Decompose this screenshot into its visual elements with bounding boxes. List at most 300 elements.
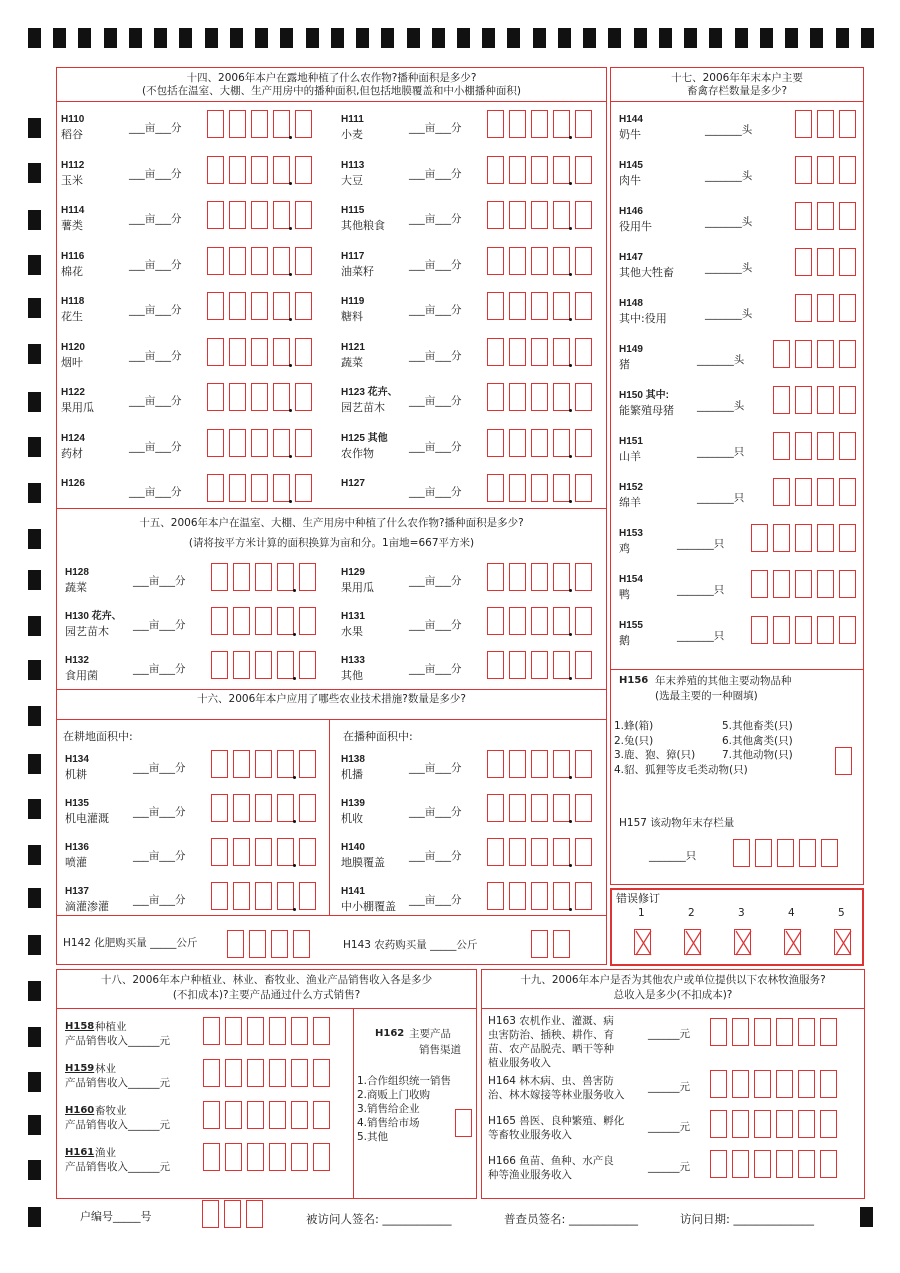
area-box[interactable]: [575, 429, 592, 457]
service-income-box[interactable]: [732, 1110, 749, 1138]
area-box[interactable]: [509, 247, 526, 275]
errata-box[interactable]: [734, 929, 751, 955]
area-box[interactable]: [509, 383, 526, 411]
area-box[interactable]: [295, 247, 312, 275]
count-box[interactable]: [839, 478, 856, 506]
area-box[interactable]: [575, 247, 592, 275]
count-box[interactable]: [817, 616, 834, 644]
area-box[interactable]: [509, 338, 526, 366]
area-box[interactable]: [531, 651, 548, 679]
household-box[interactable]: [246, 1200, 263, 1228]
service-income-box[interactable]: [798, 1070, 815, 1098]
area-box[interactable]: [277, 794, 294, 822]
area-box[interactable]: [255, 838, 272, 866]
area-box[interactable]: [273, 338, 290, 366]
area-box[interactable]: [531, 794, 548, 822]
area-unit: ___亩___分: [133, 575, 186, 587]
item-code: H141: [341, 886, 365, 897]
income-box[interactable]: [291, 1017, 308, 1045]
area-box[interactable]: [211, 838, 228, 866]
timing-mark-left: [28, 118, 41, 138]
area-box[interactable]: [251, 292, 268, 320]
count-box[interactable]: [795, 202, 812, 230]
count-box[interactable]: [839, 616, 856, 644]
area-box[interactable]: [229, 474, 246, 502]
area-box[interactable]: [531, 156, 548, 184]
count-box[interactable]: [795, 340, 812, 368]
h143-box[interactable]: [531, 930, 548, 958]
area-box[interactable]: [299, 794, 316, 822]
count-box[interactable]: [817, 386, 834, 414]
errata-box[interactable]: [684, 929, 701, 955]
area-box[interactable]: [277, 607, 294, 635]
count-box[interactable]: [839, 524, 856, 552]
count-box[interactable]: [773, 524, 790, 552]
area-box[interactable]: [575, 110, 592, 138]
area-box[interactable]: [233, 607, 250, 635]
item-name: 油菜籽: [341, 264, 374, 278]
area-box[interactable]: [277, 651, 294, 679]
household-box[interactable]: [224, 1200, 241, 1228]
area-box[interactable]: [553, 247, 570, 275]
count-box[interactable]: [817, 110, 834, 138]
area-box[interactable]: [553, 474, 570, 502]
area-box[interactable]: [575, 607, 592, 635]
errata-box[interactable]: [834, 929, 851, 955]
area-box[interactable]: [531, 882, 548, 910]
area-box[interactable]: [207, 156, 224, 184]
count-box[interactable]: [773, 616, 790, 644]
area-box[interactable]: [509, 838, 526, 866]
area-box[interactable]: [255, 750, 272, 778]
count-box[interactable]: [795, 156, 812, 184]
area-box[interactable]: [229, 429, 246, 457]
area-box[interactable]: [487, 156, 504, 184]
area-box[interactable]: [273, 292, 290, 320]
income-box[interactable]: [291, 1101, 308, 1129]
area-box[interactable]: [487, 292, 504, 320]
count-box[interactable]: [773, 386, 790, 414]
area-box[interactable]: [251, 474, 268, 502]
income-box[interactable]: [225, 1101, 242, 1129]
livestock-row: [619, 160, 859, 194]
area-box[interactable]: [575, 201, 592, 229]
area-box[interactable]: [553, 338, 570, 366]
count-box[interactable]: [817, 478, 834, 506]
area-box[interactable]: [553, 750, 570, 778]
count-box[interactable]: [795, 616, 812, 644]
service-income-box[interactable]: [710, 1150, 727, 1178]
area-box[interactable]: [487, 794, 504, 822]
service-income-box[interactable]: [820, 1110, 837, 1138]
area-box[interactable]: [553, 429, 570, 457]
area-box[interactable]: [575, 794, 592, 822]
area-box[interactable]: [233, 651, 250, 679]
service-income-box[interactable]: [776, 1070, 793, 1098]
item-name: 稻谷: [61, 128, 83, 141]
area-box[interactable]: [295, 338, 312, 366]
area-box[interactable]: [575, 292, 592, 320]
area-box[interactable]: [273, 156, 290, 184]
area-box[interactable]: [531, 383, 548, 411]
count-box[interactable]: [817, 248, 834, 276]
income-box[interactable]: [269, 1059, 286, 1087]
area-box[interactable]: [553, 607, 570, 635]
service-income-box[interactable]: [776, 1150, 793, 1178]
income-box[interactable]: [247, 1059, 264, 1087]
area-box[interactable]: [531, 247, 548, 275]
area-box[interactable]: [553, 201, 570, 229]
errata-box[interactable]: [634, 929, 651, 955]
service-income-box[interactable]: [710, 1110, 727, 1138]
count-box[interactable]: [817, 432, 834, 460]
area-box[interactable]: [553, 838, 570, 866]
area-box[interactable]: [299, 838, 316, 866]
area-box[interactable]: [509, 474, 526, 502]
area-box[interactable]: [255, 882, 272, 910]
area-box[interactable]: [553, 292, 570, 320]
area-box[interactable]: [277, 882, 294, 910]
area-box[interactable]: [251, 110, 268, 138]
area-box[interactable]: [207, 474, 224, 502]
area-box[interactable]: [509, 563, 526, 591]
area-box[interactable]: [277, 563, 294, 591]
section-15-title: 十五、2006年本户在温室、大棚、生产用房中种植了什么农作物?播种面积是多少?: [139, 517, 524, 529]
service-income-box[interactable]: [710, 1070, 727, 1098]
area-box[interactable]: [211, 651, 228, 679]
area-box[interactable]: [229, 292, 246, 320]
area-box[interactable]: [211, 882, 228, 910]
income-unit: ______元: [648, 1028, 690, 1040]
area-box[interactable]: [575, 750, 592, 778]
count-box[interactable]: [751, 524, 768, 552]
area-box[interactable]: [211, 563, 228, 591]
area-box[interactable]: [531, 474, 548, 502]
h142-box[interactable]: [293, 930, 310, 958]
income-box[interactable]: [269, 1017, 286, 1045]
area-box[interactable]: [299, 563, 316, 591]
income-box[interactable]: [225, 1017, 242, 1045]
item-code: H115: [341, 205, 365, 216]
area-box[interactable]: [531, 201, 548, 229]
count-box[interactable]: [839, 340, 856, 368]
errata-box[interactable]: [784, 929, 801, 955]
count-box[interactable]: [817, 202, 834, 230]
area-box[interactable]: [255, 607, 272, 635]
timing-mark: [28, 28, 41, 48]
timing-mark: [558, 28, 571, 48]
area-box[interactable]: [531, 110, 548, 138]
service-income-box[interactable]: [732, 1150, 749, 1178]
area-box[interactable]: [207, 201, 224, 229]
cross-icon: [735, 930, 752, 956]
income-box[interactable]: [203, 1101, 220, 1129]
service-income-box[interactable]: [754, 1018, 771, 1046]
count-box[interactable]: [795, 432, 812, 460]
household-box[interactable]: [202, 1200, 219, 1228]
h157-box[interactable]: [777, 839, 794, 867]
area-box[interactable]: [487, 201, 504, 229]
h162-box[interactable]: [455, 1109, 472, 1137]
count-box[interactable]: [817, 294, 834, 322]
area-box[interactable]: [575, 338, 592, 366]
area-box[interactable]: [553, 383, 570, 411]
income-box[interactable]: [247, 1101, 264, 1129]
area-box[interactable]: [211, 607, 228, 635]
area-box[interactable]: [509, 882, 526, 910]
count-box[interactable]: [751, 570, 768, 598]
area-box[interactable]: [531, 429, 548, 457]
area-box[interactable]: [233, 794, 250, 822]
h157-box[interactable]: [755, 839, 772, 867]
count-box[interactable]: [839, 432, 856, 460]
area-box[interactable]: [277, 750, 294, 778]
area-box[interactable]: [211, 794, 228, 822]
item-name: 其他大牲畜: [619, 266, 674, 279]
area-box[interactable]: [273, 429, 290, 457]
h157-box[interactable]: [799, 839, 816, 867]
service-income-box[interactable]: [776, 1110, 793, 1138]
service-income-box[interactable]: [754, 1110, 771, 1138]
area-box[interactable]: [207, 110, 224, 138]
count-box[interactable]: [795, 110, 812, 138]
income-box[interactable]: [313, 1143, 330, 1171]
service-income-box[interactable]: [820, 1018, 837, 1046]
area-box[interactable]: [233, 882, 250, 910]
area-box[interactable]: [299, 750, 316, 778]
area-box[interactable]: [295, 292, 312, 320]
area-box[interactable]: [575, 563, 592, 591]
area-box[interactable]: [299, 607, 316, 635]
area-box[interactable]: [273, 201, 290, 229]
area-box[interactable]: [273, 247, 290, 275]
area-box[interactable]: [553, 110, 570, 138]
area-box[interactable]: [255, 794, 272, 822]
service-income-box[interactable]: [776, 1018, 793, 1046]
area-box[interactable]: [509, 201, 526, 229]
count-box[interactable]: [795, 386, 812, 414]
area-box[interactable]: [487, 651, 504, 679]
service-income-box[interactable]: [732, 1070, 749, 1098]
area-box[interactable]: [207, 429, 224, 457]
area-box[interactable]: [487, 338, 504, 366]
count-box[interactable]: [773, 570, 790, 598]
area-box[interactable]: [531, 750, 548, 778]
count-box[interactable]: [839, 110, 856, 138]
area-box[interactable]: [487, 882, 504, 910]
count-box[interactable]: [817, 570, 834, 598]
area-box[interactable]: [553, 882, 570, 910]
service-income-box[interactable]: [710, 1018, 727, 1046]
income-box[interactable]: [269, 1143, 286, 1171]
crop-row: [341, 433, 609, 467]
area-box[interactable]: [251, 247, 268, 275]
income-box[interactable]: [203, 1143, 220, 1171]
service-income-box[interactable]: [798, 1110, 815, 1138]
income-box[interactable]: [269, 1101, 286, 1129]
area-box[interactable]: [531, 607, 548, 635]
service-income-box[interactable]: [754, 1150, 771, 1178]
area-box[interactable]: [295, 383, 312, 411]
item-code: H150 其中:: [619, 390, 670, 401]
count-box[interactable]: [839, 156, 856, 184]
area-box[interactable]: [207, 292, 224, 320]
area-box[interactable]: [229, 247, 246, 275]
area-box[interactable]: [251, 383, 268, 411]
income-box[interactable]: [291, 1059, 308, 1087]
item-name: 植业服务收入: [488, 1057, 551, 1069]
area-box[interactable]: [509, 292, 526, 320]
area-box[interactable]: [553, 156, 570, 184]
area-box[interactable]: [207, 383, 224, 411]
income-box[interactable]: [247, 1143, 264, 1171]
area-box[interactable]: [553, 563, 570, 591]
area-box[interactable]: [509, 110, 526, 138]
item-name: 水果: [341, 625, 363, 638]
area-box[interactable]: [251, 201, 268, 229]
income-box[interactable]: [225, 1059, 242, 1087]
area-box[interactable]: [531, 563, 548, 591]
area-box[interactable]: [487, 247, 504, 275]
count-box[interactable]: [795, 294, 812, 322]
livestock-row: [619, 436, 859, 470]
item-code: H158: [65, 1021, 95, 1032]
income-box[interactable]: [291, 1143, 308, 1171]
area-box[interactable]: [299, 651, 316, 679]
area-box[interactable]: [575, 838, 592, 866]
h162-l1: 主要产品: [409, 1028, 451, 1040]
area-box[interactable]: [487, 838, 504, 866]
income-box[interactable]: [247, 1017, 264, 1045]
area-box[interactable]: [295, 429, 312, 457]
service-income-box[interactable]: [820, 1070, 837, 1098]
h156-box[interactable]: [835, 747, 852, 775]
area-box[interactable]: [255, 651, 272, 679]
income-box[interactable]: [225, 1143, 242, 1171]
area-box[interactable]: [509, 607, 526, 635]
area-box[interactable]: [509, 750, 526, 778]
area-box[interactable]: [575, 882, 592, 910]
count-box[interactable]: [773, 432, 790, 460]
area-box[interactable]: [251, 338, 268, 366]
area-box[interactable]: [487, 607, 504, 635]
count-box[interactable]: [795, 570, 812, 598]
area-box[interactable]: [487, 429, 504, 457]
area-box[interactable]: [211, 750, 228, 778]
h157-box[interactable]: [733, 839, 750, 867]
area-box[interactable]: [229, 383, 246, 411]
area-box[interactable]: [531, 292, 548, 320]
area-box[interactable]: [509, 651, 526, 679]
area-box[interactable]: [575, 156, 592, 184]
h142-box[interactable]: [249, 930, 266, 958]
area-box[interactable]: [487, 110, 504, 138]
service-income-box[interactable]: [732, 1018, 749, 1046]
area-box[interactable]: [295, 474, 312, 502]
count-box[interactable]: [795, 524, 812, 552]
area-box[interactable]: [229, 156, 246, 184]
area-box[interactable]: [509, 156, 526, 184]
area-box[interactable]: [575, 651, 592, 679]
service-income-box[interactable]: [820, 1150, 837, 1178]
count-box[interactable]: [817, 524, 834, 552]
count-box[interactable]: [795, 248, 812, 276]
area-box[interactable]: [509, 429, 526, 457]
service-income-box[interactable]: [798, 1018, 815, 1046]
service-income-box[interactable]: [754, 1070, 771, 1098]
area-box[interactable]: [229, 338, 246, 366]
area-box[interactable]: [487, 750, 504, 778]
item-name: 喷灌: [65, 856, 87, 869]
count-box[interactable]: [773, 478, 790, 506]
count-box[interactable]: [839, 202, 856, 230]
service-income-box[interactable]: [798, 1150, 815, 1178]
h142-box[interactable]: [271, 930, 288, 958]
area-box[interactable]: [207, 247, 224, 275]
income-box[interactable]: [313, 1101, 330, 1129]
income-unit: ______元: [648, 1081, 690, 1093]
area-box[interactable]: [299, 882, 316, 910]
area-box[interactable]: [255, 563, 272, 591]
area-box[interactable]: [277, 838, 294, 866]
area-box[interactable]: [575, 474, 592, 502]
income-box[interactable]: [313, 1017, 330, 1045]
count-box[interactable]: [795, 478, 812, 506]
area-box[interactable]: [487, 474, 504, 502]
count-box[interactable]: [839, 386, 856, 414]
area-box[interactable]: [509, 794, 526, 822]
area-box[interactable]: [295, 110, 312, 138]
count-box[interactable]: [817, 340, 834, 368]
income-box[interactable]: [313, 1059, 330, 1087]
area-box[interactable]: [553, 794, 570, 822]
count-box[interactable]: [751, 616, 768, 644]
area-box[interactable]: [295, 201, 312, 229]
h142-box[interactable]: [227, 930, 244, 958]
area-box[interactable]: [229, 110, 246, 138]
count-box[interactable]: [817, 156, 834, 184]
area-box[interactable]: [251, 429, 268, 457]
area-box[interactable]: [233, 750, 250, 778]
area-box[interactable]: [233, 563, 250, 591]
income-box[interactable]: [203, 1017, 220, 1045]
area-box[interactable]: [575, 383, 592, 411]
area-box[interactable]: [251, 156, 268, 184]
count-box[interactable]: [773, 340, 790, 368]
area-box[interactable]: [487, 383, 504, 411]
area-box[interactable]: [229, 201, 246, 229]
area-box[interactable]: [487, 563, 504, 591]
area-box[interactable]: [531, 838, 548, 866]
count-box[interactable]: [839, 570, 856, 598]
area-box[interactable]: [553, 651, 570, 679]
cross-icon: [835, 930, 852, 956]
crop-row: [341, 387, 609, 421]
count-unit: _______头: [705, 262, 753, 274]
area-box[interactable]: [273, 474, 290, 502]
h143-box[interactable]: [553, 930, 570, 958]
h157-box[interactable]: [821, 839, 838, 867]
area-box[interactable]: [207, 338, 224, 366]
area-box[interactable]: [273, 110, 290, 138]
area-box[interactable]: [233, 838, 250, 866]
area-box[interactable]: [531, 338, 548, 366]
count-box[interactable]: [839, 294, 856, 322]
area-box[interactable]: [273, 383, 290, 411]
area-box[interactable]: [295, 156, 312, 184]
income-box[interactable]: [203, 1059, 220, 1087]
count-box[interactable]: [839, 248, 856, 276]
